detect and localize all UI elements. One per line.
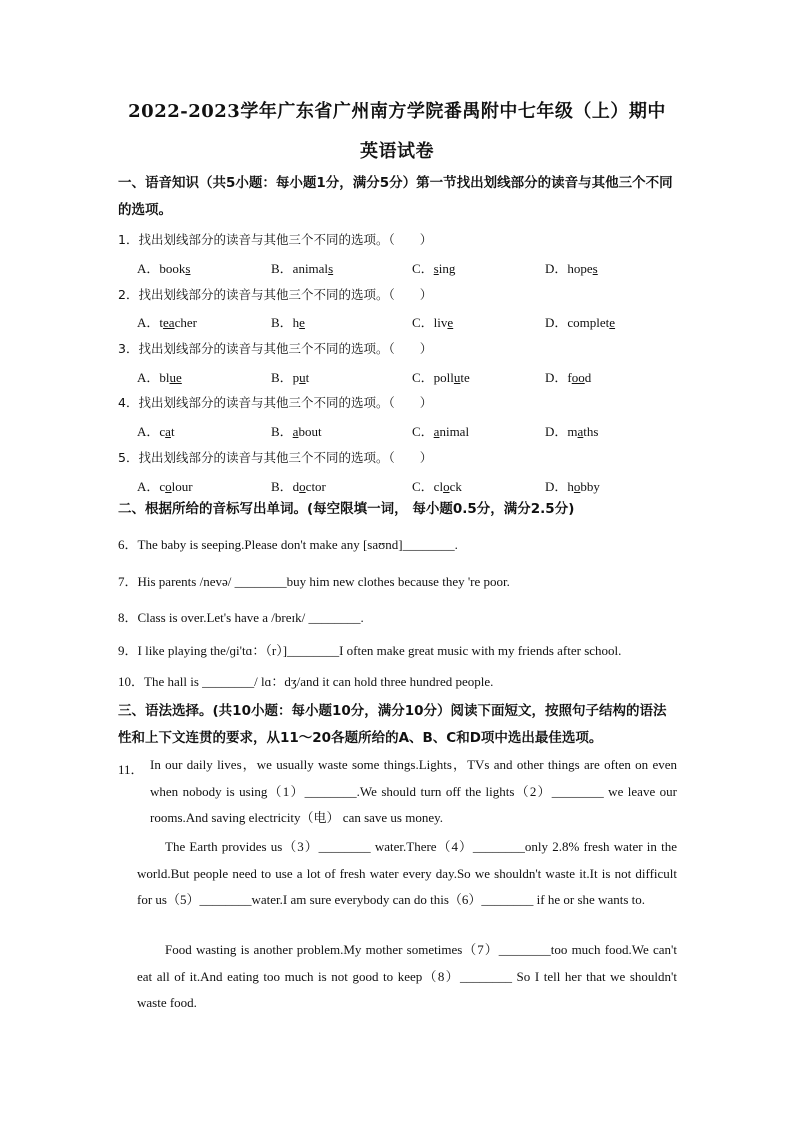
option-underlined-part: o — [165, 479, 172, 494]
option-a[interactable] — [137, 312, 197, 331]
question-stem-1: 1．找出划线部分的读音与其他三个不同的选项。（ ） — [118, 232, 433, 247]
option-word-post: bby — [580, 479, 600, 494]
option-word-post: lour — [171, 479, 193, 494]
option-word-post: ing — [438, 261, 456, 276]
fill-item-7: 7．His parents /nevə/ ________buy him new clothes because they 're poor. — [118, 574, 510, 589]
option-underlined-part: e — [609, 315, 616, 330]
option-word-pre: c — [159, 424, 166, 439]
option-a[interactable] — [137, 476, 193, 495]
option-word-post: nimal — [439, 424, 470, 439]
option-label: A． — [137, 424, 160, 439]
option-b[interactable] — [271, 258, 333, 277]
exam-title-line1: 2022-2023学年广东省广州南方学院番禺附中七年级（上）期中 — [128, 101, 666, 122]
option-word-pre: complet — [567, 315, 610, 330]
option-word-pre: t — [159, 315, 164, 330]
question-stem-4: 4．找出划线部分的读音与其他三个不同的选项。（ ） — [118, 395, 433, 410]
option-word-post: ck — [449, 479, 462, 494]
option-underlined-part: u — [453, 370, 461, 385]
option-word-post: t — [305, 370, 310, 385]
question-stem-3: 3．找出划线部分的读音与其他三个不同的选项。（ ） — [118, 341, 433, 356]
fill-item-9: 9．I like playing the/ɡi'tɑ：（r）]________I often make great music with my friends after school. — [118, 643, 622, 658]
option-label: C． — [412, 424, 434, 439]
question-stem-5: 5．找出划线部分的读音与其他三个不同的选项。（ ） — [118, 450, 433, 465]
option-word-pre: h — [292, 315, 300, 330]
option-label: D． — [545, 370, 568, 385]
option-underlined-part: a — [577, 424, 584, 439]
option-word-pre: book — [159, 261, 186, 276]
option-b[interactable] — [271, 312, 305, 331]
options-row-1 — [137, 258, 697, 276]
option-word-post: te — [460, 370, 470, 385]
option-d[interactable] — [545, 367, 591, 386]
option-word-post: ths — [583, 424, 599, 439]
option-word-post: ctor — [305, 479, 326, 494]
option-label: D． — [545, 261, 568, 276]
option-label: B． — [271, 479, 293, 494]
option-c[interactable] — [412, 367, 470, 386]
option-label: C． — [412, 261, 434, 276]
option-underlined-part: o — [299, 479, 306, 494]
option-a[interactable] — [137, 421, 175, 440]
option-c[interactable] — [412, 421, 469, 440]
option-underlined-part: e — [299, 315, 305, 330]
option-word-post: bout — [298, 424, 322, 439]
option-label: D． — [545, 424, 568, 439]
options-row-4 — [137, 421, 697, 439]
fill-item-8: 8．Class is over.Let's have a /breɪk/ ________. — [118, 610, 364, 625]
passage-paragraph-2: The Earth provides us（3）________ water.There（4）________only 2.8% fresh water in the world.But people need to use a lot of fresh water every day.So we shouldn't waste it.It is not difficult for us（5）________water.I am sure everybody can do this（6）________ if he or she wants to. — [137, 839, 677, 907]
option-d[interactable] — [545, 258, 598, 277]
option-label: B． — [271, 261, 293, 276]
option-underlined-part: o — [573, 479, 581, 494]
fill-item-6: 6．The baby is seeping.Please don't make any [saʊnd]________. — [118, 537, 458, 552]
option-word-pre: c — [159, 479, 166, 494]
option-underlined-part: oo — [571, 370, 585, 385]
option-a[interactable] — [137, 367, 182, 386]
options-row-3 — [137, 367, 697, 385]
option-label: D． — [545, 315, 568, 330]
option-d[interactable] — [545, 476, 600, 495]
passage-paragraph-3: Food wasting is another problem.My mother sometimes（7）________too much food.We can't eat all of it.And eating too much is not good to keep（8）________ So I tell her that we shouldn't waste food. — [137, 942, 677, 1010]
option-underlined-part: s — [592, 261, 598, 276]
options-row-5 — [137, 476, 697, 494]
option-label: A． — [137, 370, 160, 385]
option-word-pre: d — [292, 479, 300, 494]
options-row-2 — [137, 312, 697, 330]
option-underlined-part: a — [292, 424, 299, 439]
option-underlined-part: a — [165, 424, 171, 439]
fill-item-10: 10．The hall is ________/ lɑ：dʒ/and it can hold three hundred people. — [118, 674, 494, 689]
option-b[interactable] — [271, 367, 309, 386]
exam-title-line2: 英语试卷 — [360, 141, 434, 162]
option-label: C． — [412, 479, 434, 494]
option-word-pre: f — [567, 370, 572, 385]
question-number-11: 11． — [118, 762, 144, 777]
option-underlined-part: a — [433, 424, 440, 439]
option-label: A． — [137, 261, 160, 276]
option-label: A． — [137, 315, 160, 330]
option-word-post: d — [584, 370, 592, 385]
section2-heading: 二、根据所给的音标写出单词。(每空限填一词， 每小题0.5分，满分2.5分) — [118, 501, 575, 517]
option-word-pre: m — [567, 424, 578, 439]
option-word-pre: p — [292, 370, 300, 385]
option-underlined-part: s — [328, 261, 334, 276]
option-word-pre: h — [567, 479, 574, 494]
option-label: B． — [271, 370, 293, 385]
option-d[interactable] — [545, 312, 615, 331]
option-underlined-part: u — [299, 370, 306, 385]
option-label: C． — [412, 370, 434, 385]
option-c[interactable] — [412, 258, 455, 277]
option-word-pre: animal — [292, 261, 329, 276]
section1-heading: 一、语音知识（共5小题：每小题1分，满分5分）第一节找出划线部分的读音与其他三个不同的选项。 — [118, 175, 673, 218]
option-c[interactable] — [412, 476, 462, 495]
option-word-pre: cl — [433, 479, 444, 494]
option-underlined-part: e — [447, 315, 454, 330]
option-underlined-part: ea — [163, 315, 175, 330]
option-word-pre: hope — [567, 261, 593, 276]
question-stem-2: 2．找出划线部分的读音与其他三个不同的选项。（ ） — [118, 287, 433, 302]
option-label: A． — [137, 479, 160, 494]
option-a[interactable] — [137, 258, 190, 277]
option-underlined-part: s — [185, 261, 191, 276]
option-label: D． — [545, 479, 568, 494]
section3-heading: 三、语法选择。(共10小题：每小题10分，满分10分）阅读下面短文，按照句子结构的语法性和上下文连贯的要求，从11～20各题所给的A、B、C和D项中选出最佳选项。 — [118, 703, 667, 746]
passage-paragraph-1: In our daily lives，we usually waste some things.Lights，TVs and other things are often on even when nobody is using（1）________.We should turn off the lights（2）________ we leave our rooms.And saving electricity（电） can save us money. — [150, 757, 677, 825]
option-label: B． — [271, 424, 293, 439]
option-word-post: t — [170, 424, 175, 439]
option-underlined-part: s — [433, 261, 439, 276]
option-word-pre: liv — [433, 315, 448, 330]
option-underlined-part: ue — [169, 370, 182, 385]
option-c[interactable] — [412, 312, 453, 331]
option-word-post: cher — [174, 315, 197, 330]
option-d[interactable] — [545, 421, 598, 440]
option-b[interactable] — [271, 476, 326, 495]
option-word-pre: poll — [433, 370, 454, 385]
option-word-pre: bl — [159, 370, 170, 385]
option-label: B． — [271, 315, 293, 330]
option-label: C． — [412, 315, 434, 330]
option-underlined-part: o — [443, 479, 450, 494]
option-b[interactable] — [271, 421, 322, 440]
